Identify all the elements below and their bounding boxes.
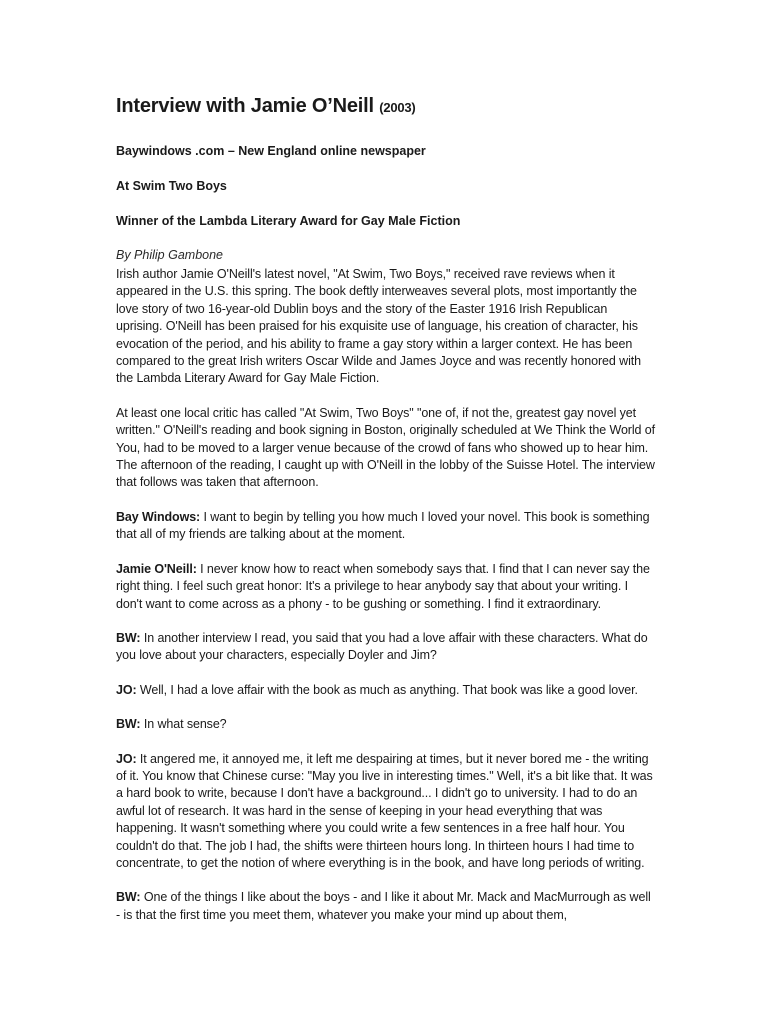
- speaker-label: JO:: [116, 682, 137, 697]
- byline: By Philip Gambone: [116, 248, 224, 262]
- speaker-label: BW:: [116, 717, 141, 732]
- speaker-label: JO:: [116, 751, 137, 766]
- interview-exchange: [116, 630, 656, 665]
- exchange-text: It angered me, it annoyed me, it left me despairing at times, but it never bored me - the writing of it. You know that Chinese curse: "May you live in interesting times." Well, it's a bit like that. It was a hard book to write, because I don't have a background... I didn't go to university. I had to do an awful lot of research. It was hard in the sense of keeping in your head everything that was happening. It wasn't something where you could write a few sentences in a free half hour. You couldn't do that. The job I had, the shifts were thirteen hours long. In thirteen hours I had time to concentrate, to get the notion of where everything is in the book, and have long periods of writing.: [116, 751, 653, 870]
- interview-exchange: [116, 751, 656, 873]
- source-line: Baywindows .com – New England online newspaper: [116, 144, 426, 158]
- interview-exchange: [116, 561, 656, 613]
- exchange-text: I never know how to react when somebody says that. I find that I can never say the right thing. I feel such great honor: It's a privilege to hear anybody say that about your writing. I don't want to come across as a phony - to be gushing or something. I find it extraordinary.: [116, 561, 650, 611]
- speaker-label: BW:: [116, 890, 141, 905]
- speaker-label: Bay Windows:: [116, 509, 201, 524]
- title-text: Interview with Jamie O’Neill: [116, 95, 374, 117]
- award-line: Winner of the Lambda Literary Award for Gay Male Fiction: [116, 214, 461, 228]
- title-year: (2003): [379, 100, 416, 115]
- book-title: At Swim Two Boys: [116, 179, 227, 193]
- intro-paragraph-2: At least one local critic has called "At Swim, Two Boys" "one of, if not the, greatest gay novel yet written." O'Neill's reading and book signing in Boston, originally scheduled at We Think the World of You, had to be moved to a larger venue because of the crowd of fans who showed up to hear him. The afternoon of the reading, I caught up with O'Neill in the lobby of the Suisse Hotel. The interview that follows was taken that afternoon.: [116, 405, 655, 490]
- interview-exchange: [116, 716, 656, 733]
- exchange-text: In what sense?: [140, 717, 227, 732]
- interview-exchange: [116, 682, 656, 699]
- speaker-label: BW:: [116, 630, 141, 645]
- exchange-text: I want to begin by telling you how much I loved your novel. This book is something that all of my friends are talking about at the moment.: [116, 509, 650, 542]
- exchange-text: One of the things I like about the boys - and I like it about Mr. Mack and MacMurrough as well - is that the first time you meet them, whatever you make your mind up about them,: [116, 890, 651, 922]
- intro-paragraph-1: Irish author Jamie O'Neill's latest novel, "At Swim, Two Boys," received rave reviews when it appeared in the U.S. this spring. The book deftly interweaves several plots, most importantly the love story of two 16-year-old Dublin boys and the story of the Easter 1916 Irish Republican uprising. O'Neill has been praised for his exquisite use of language, his creation of character, his evocation of the period, and his ability to frame a gay story within a larger context. He has been compared to the great Irish writers Oscar Wilde and James Joyce and was recently honored with the Lambda Literary Award for Gay Male Fiction.: [116, 267, 641, 386]
- document-title: [116, 92, 656, 122]
- interview-exchange: [116, 889, 656, 924]
- exchange-text: Well, I had a love affair with the book as much as anything. That book was like a good lover.: [136, 682, 638, 697]
- exchange-text: In another interview I read, you said that you had a love affair with these characters. What do you love about your characters, especially Doyler and Jim?: [116, 630, 648, 663]
- document-page: [116, 92, 656, 924]
- interview-exchange: [116, 509, 656, 544]
- speaker-label: Jamie O'Neill:: [116, 561, 197, 576]
